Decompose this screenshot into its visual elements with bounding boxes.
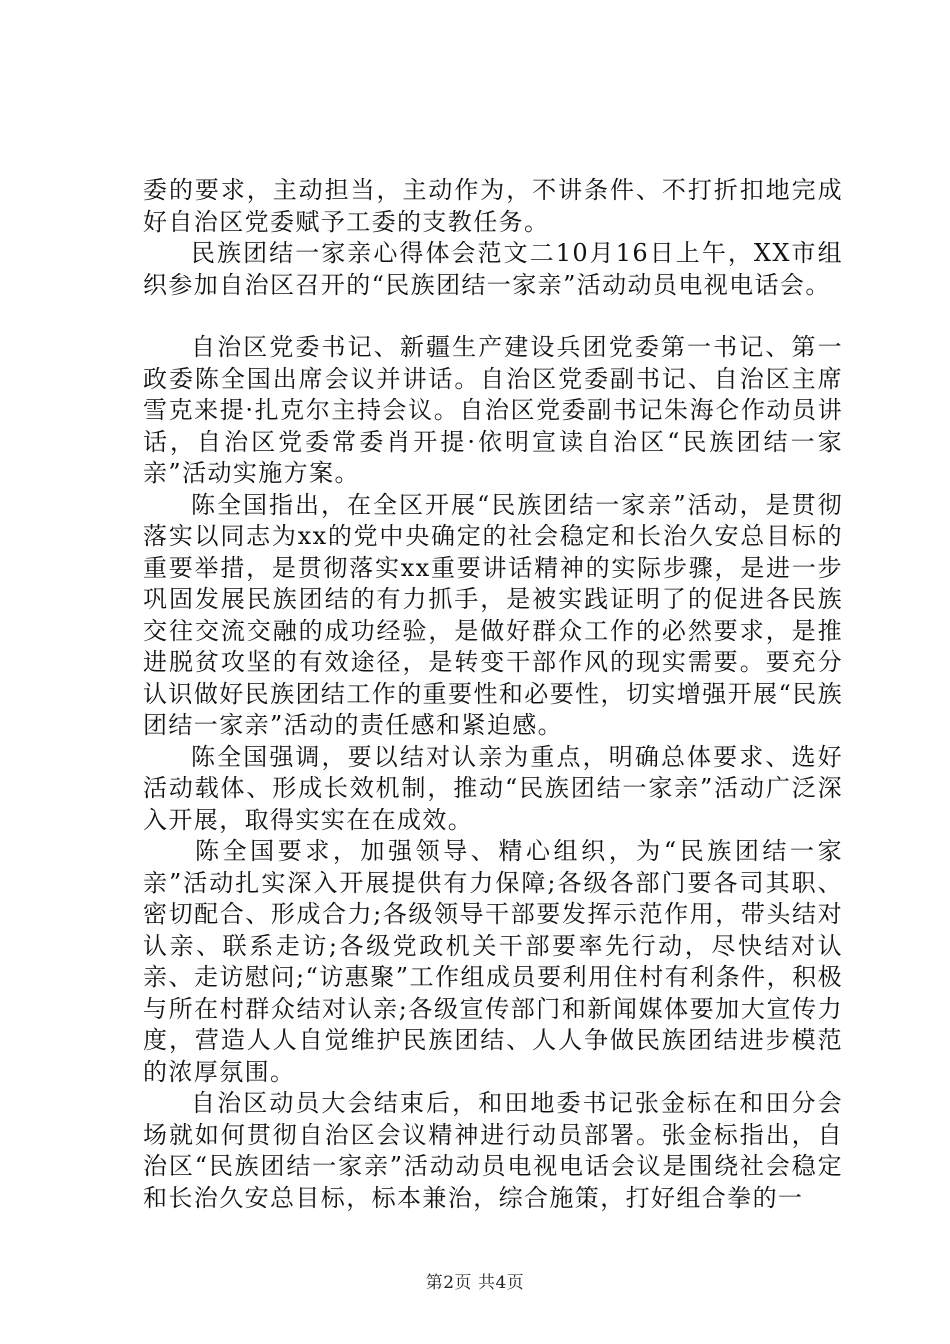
paragraph-requirements: 陈全国要求，加强领导、精心组织，为“民族团结一家亲”活动扎实深入开展提供有力保障;各级各部门要各司其职、密切配合、形成合力;各级领导干部要发挥示范作用，带头结对认亲、联系走访;各级党政机关干部要率先行动，尽快结对认亲、走访慰问;“访惠聚”工作组成员要利用住村有利条件，积极与所在村群众结对认亲;各级宣传部门和新闻媒体要加大宣传力度，营造人人自觉维护民族团结、人人争做民族团结进步模范的浓厚氛围。 <box>143 837 843 1086</box>
page-number-footer: 第2页 共4页 <box>425 1273 525 1293</box>
paragraph-intro: 民族团结一家亲心得体会范文二10月16日上午，XX市组织参加自治区召开的“民族团结一家亲”活动动员电视电话会。 <box>143 239 843 299</box>
paragraph-hotan-meeting: 自治区动员大会结束后，和田地委书记张金标在和田分会场就如何贯彻自治区会议精神进行动员部署。张金标指出，自治区“民族团结一家亲”活动动员电视电话会议是围绕社会稳定和长治久安总目标，标本兼治，综合施策，打好组合拳的一 <box>143 1089 843 1212</box>
paragraph-continuation: 委的要求，主动担当，主动作为，不讲条件、不打折扣地完成好自治区党委赋予工委的支教任务。 <box>143 176 843 236</box>
paragraph-significance: 陈全国指出，在全区开展“民族团结一家亲”活动，是贯彻落实以同志为xx的党中央确定的社会稳定和长治久安总目标的重要举措，是贯彻落实xx重要讲话精神的实际步骤，是进一步巩固发展民族团结的有力抓手，是被实践证明了的促进各民族交往交流交融的成功经验，是做好群众工作的必然要求，是推进脱贫攻坚的有效途径，是转变干部作风的现实需要。要充分认识做好民族团结工作的重要性和必要性，切实增强开展“民族团结一家亲”活动的责任感和紧迫感。 <box>143 490 843 739</box>
paragraph-emphasis: 陈全国强调，要以结对认亲为重点，明确总体要求、选好活动载体、形成长效机制，推动“民族团结一家亲”活动广泛深入开展，取得实实在在成效。 <box>143 742 843 834</box>
paragraph-attendees: 自治区党委书记、新疆生产建设兵团党委第一书记、第一政委陈全国出席会议并讲话。自治区党委副书记、自治区主席雪克来提·扎克尔主持会议。自治区党委副书记朱海仑作动员讲话，自治区党委常委肖开提·依明宣读自治区“民族团结一家亲”活动实施方案。 <box>143 333 843 487</box>
document-body <box>143 175 843 1214</box>
